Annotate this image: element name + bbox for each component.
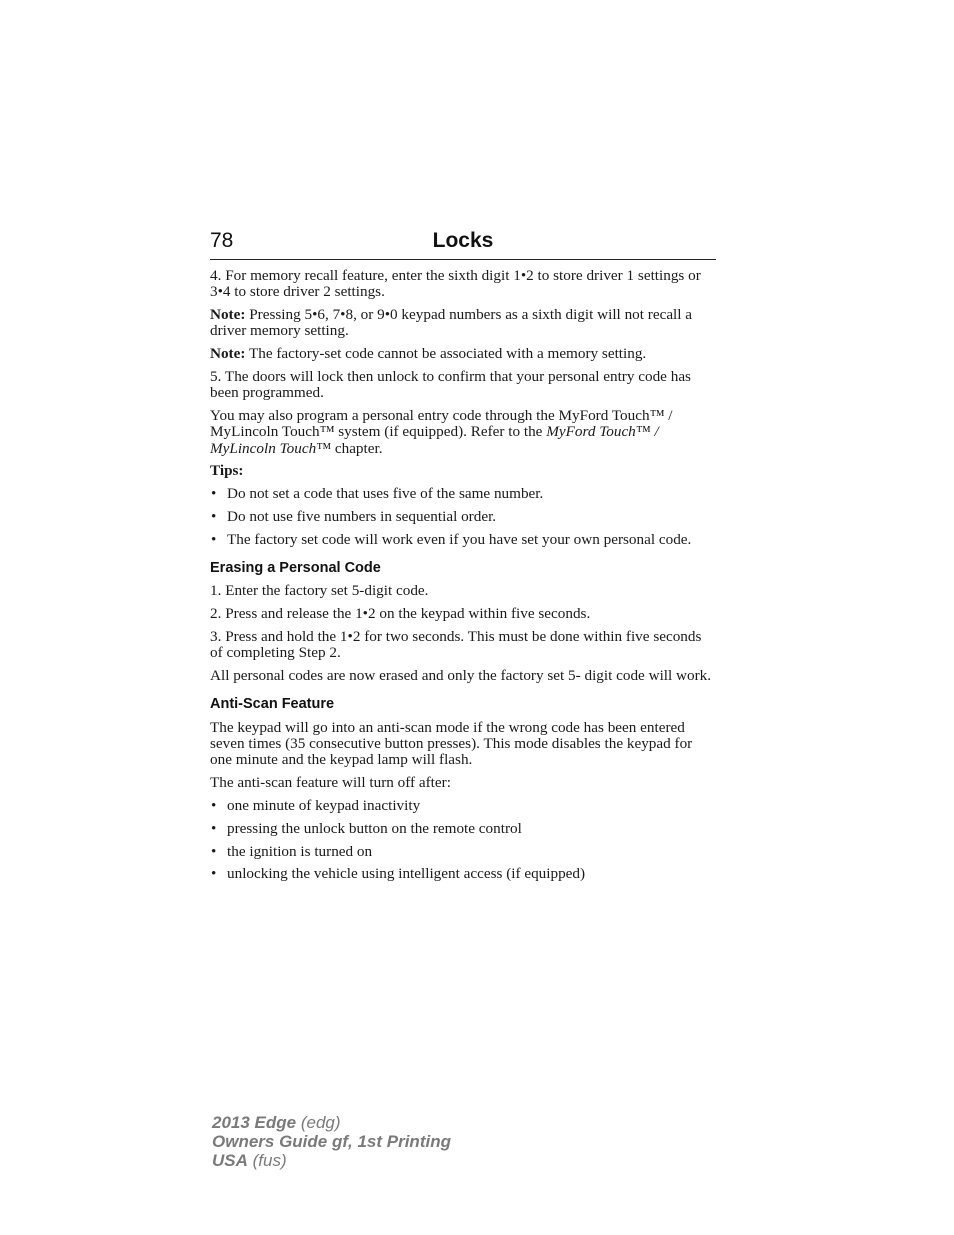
footer-model-line: [212, 1113, 451, 1132]
erase-step-2: 2. Press and release the 1•2 on the keypad within five seconds.: [210, 605, 591, 623]
antiscan-list: [210, 798, 716, 883]
note-text: The factory-set code cannot be associated with a memory setting.: [245, 345, 647, 363]
footer-model: 2013 Edge: [212, 1113, 297, 1132]
footer-model-code: (edg): [296, 1113, 341, 1132]
page-content: [210, 268, 716, 889]
antiscan-heading: Anti-Scan Feature: [210, 696, 335, 713]
list-item-text: the ignition is turned on: [227, 842, 373, 860]
note-2: [210, 346, 716, 362]
page-footer: [212, 1113, 451, 1170]
myford-paragraph: [210, 408, 716, 457]
step-4: 4. For memory recall feature, enter the sixth digit 1•2 to store driver 1 settings or 3•4 to store driver 2 settings.: [210, 267, 701, 301]
bullet-icon: •: [211, 865, 217, 883]
list-item-text: The factory set code will work even if you have set your own personal code.: [227, 530, 692, 548]
myford-text-2: chapter.: [331, 439, 383, 457]
list-item-text: Do not use five numbers in sequential order.: [227, 508, 497, 526]
antiscan-description: The keypad will go into an anti-scan mode if the wrong code has been entered seven times (35 consecutive button presses). This mode disables the keypad for one minute and the keypad lamp will flash.: [210, 718, 693, 769]
bullet-icon: •: [211, 485, 217, 503]
myford-text-1: You may also program a personal entry code through the MyFord Touch™ / MyLincoln Touch™ system (if equipped). Refer to the: [210, 407, 673, 441]
list-item-text: pressing the unlock button on the remote control: [227, 819, 522, 837]
note-label: Note:: [210, 345, 246, 363]
note-1: [210, 307, 716, 340]
list-item: [210, 509, 716, 525]
bullet-icon: •: [211, 842, 217, 860]
bullet-icon: •: [211, 530, 217, 548]
list-item: [210, 844, 716, 860]
bullet-icon: •: [211, 819, 217, 837]
page-header: [210, 229, 716, 260]
bullet-icon: •: [211, 796, 217, 814]
footer-market: USA: [212, 1151, 248, 1170]
list-item-text: Do not set a code that uses five of the same number.: [227, 485, 544, 503]
page-number: 78: [210, 229, 234, 252]
note-label: Note:: [210, 306, 246, 324]
footer-guide-line: Owners Guide gf, 1st Printing: [212, 1132, 451, 1151]
list-item-text: unlocking the vehicle using intelligent access (if equipped): [227, 865, 586, 883]
erase-result: All personal codes are now erased and only the factory set 5- digit code will work.: [210, 667, 712, 685]
page-title: Locks: [432, 229, 494, 252]
erase-step-3: 3. Press and hold the 1•2 for two seconds. This must be done within five seconds of completing Step 2.: [210, 628, 702, 662]
list-item-text: one minute of keypad inactivity: [227, 796, 421, 814]
step-5: 5. The doors will lock then unlock to confirm that your personal entry code has been programmed.: [210, 367, 691, 402]
antiscan-intro: The anti-scan feature will turn off after:: [210, 774, 451, 792]
list-item: [210, 798, 716, 814]
tips-list: [210, 486, 716, 548]
list-item: [210, 866, 716, 882]
erase-step-1: 1. Enter the factory set 5-digit code.: [210, 582, 429, 600]
tips-label: Tips:: [210, 462, 244, 480]
erasing-heading: Erasing a Personal Code: [210, 560, 381, 577]
myford-chapter-reference: MyFord Touch™ / MyLincoln Touch™: [210, 423, 659, 457]
footer-market-code: (fus): [247, 1151, 287, 1170]
note-text: Pressing 5•6, 7•8, or 9•0 keypad numbers as a sixth digit will not recall a driver memory setting.: [210, 306, 693, 340]
bullet-icon: •: [211, 508, 217, 526]
list-item: [210, 821, 716, 837]
list-item: [210, 532, 716, 548]
list-item: [210, 486, 716, 502]
footer-market-line: [212, 1151, 451, 1170]
